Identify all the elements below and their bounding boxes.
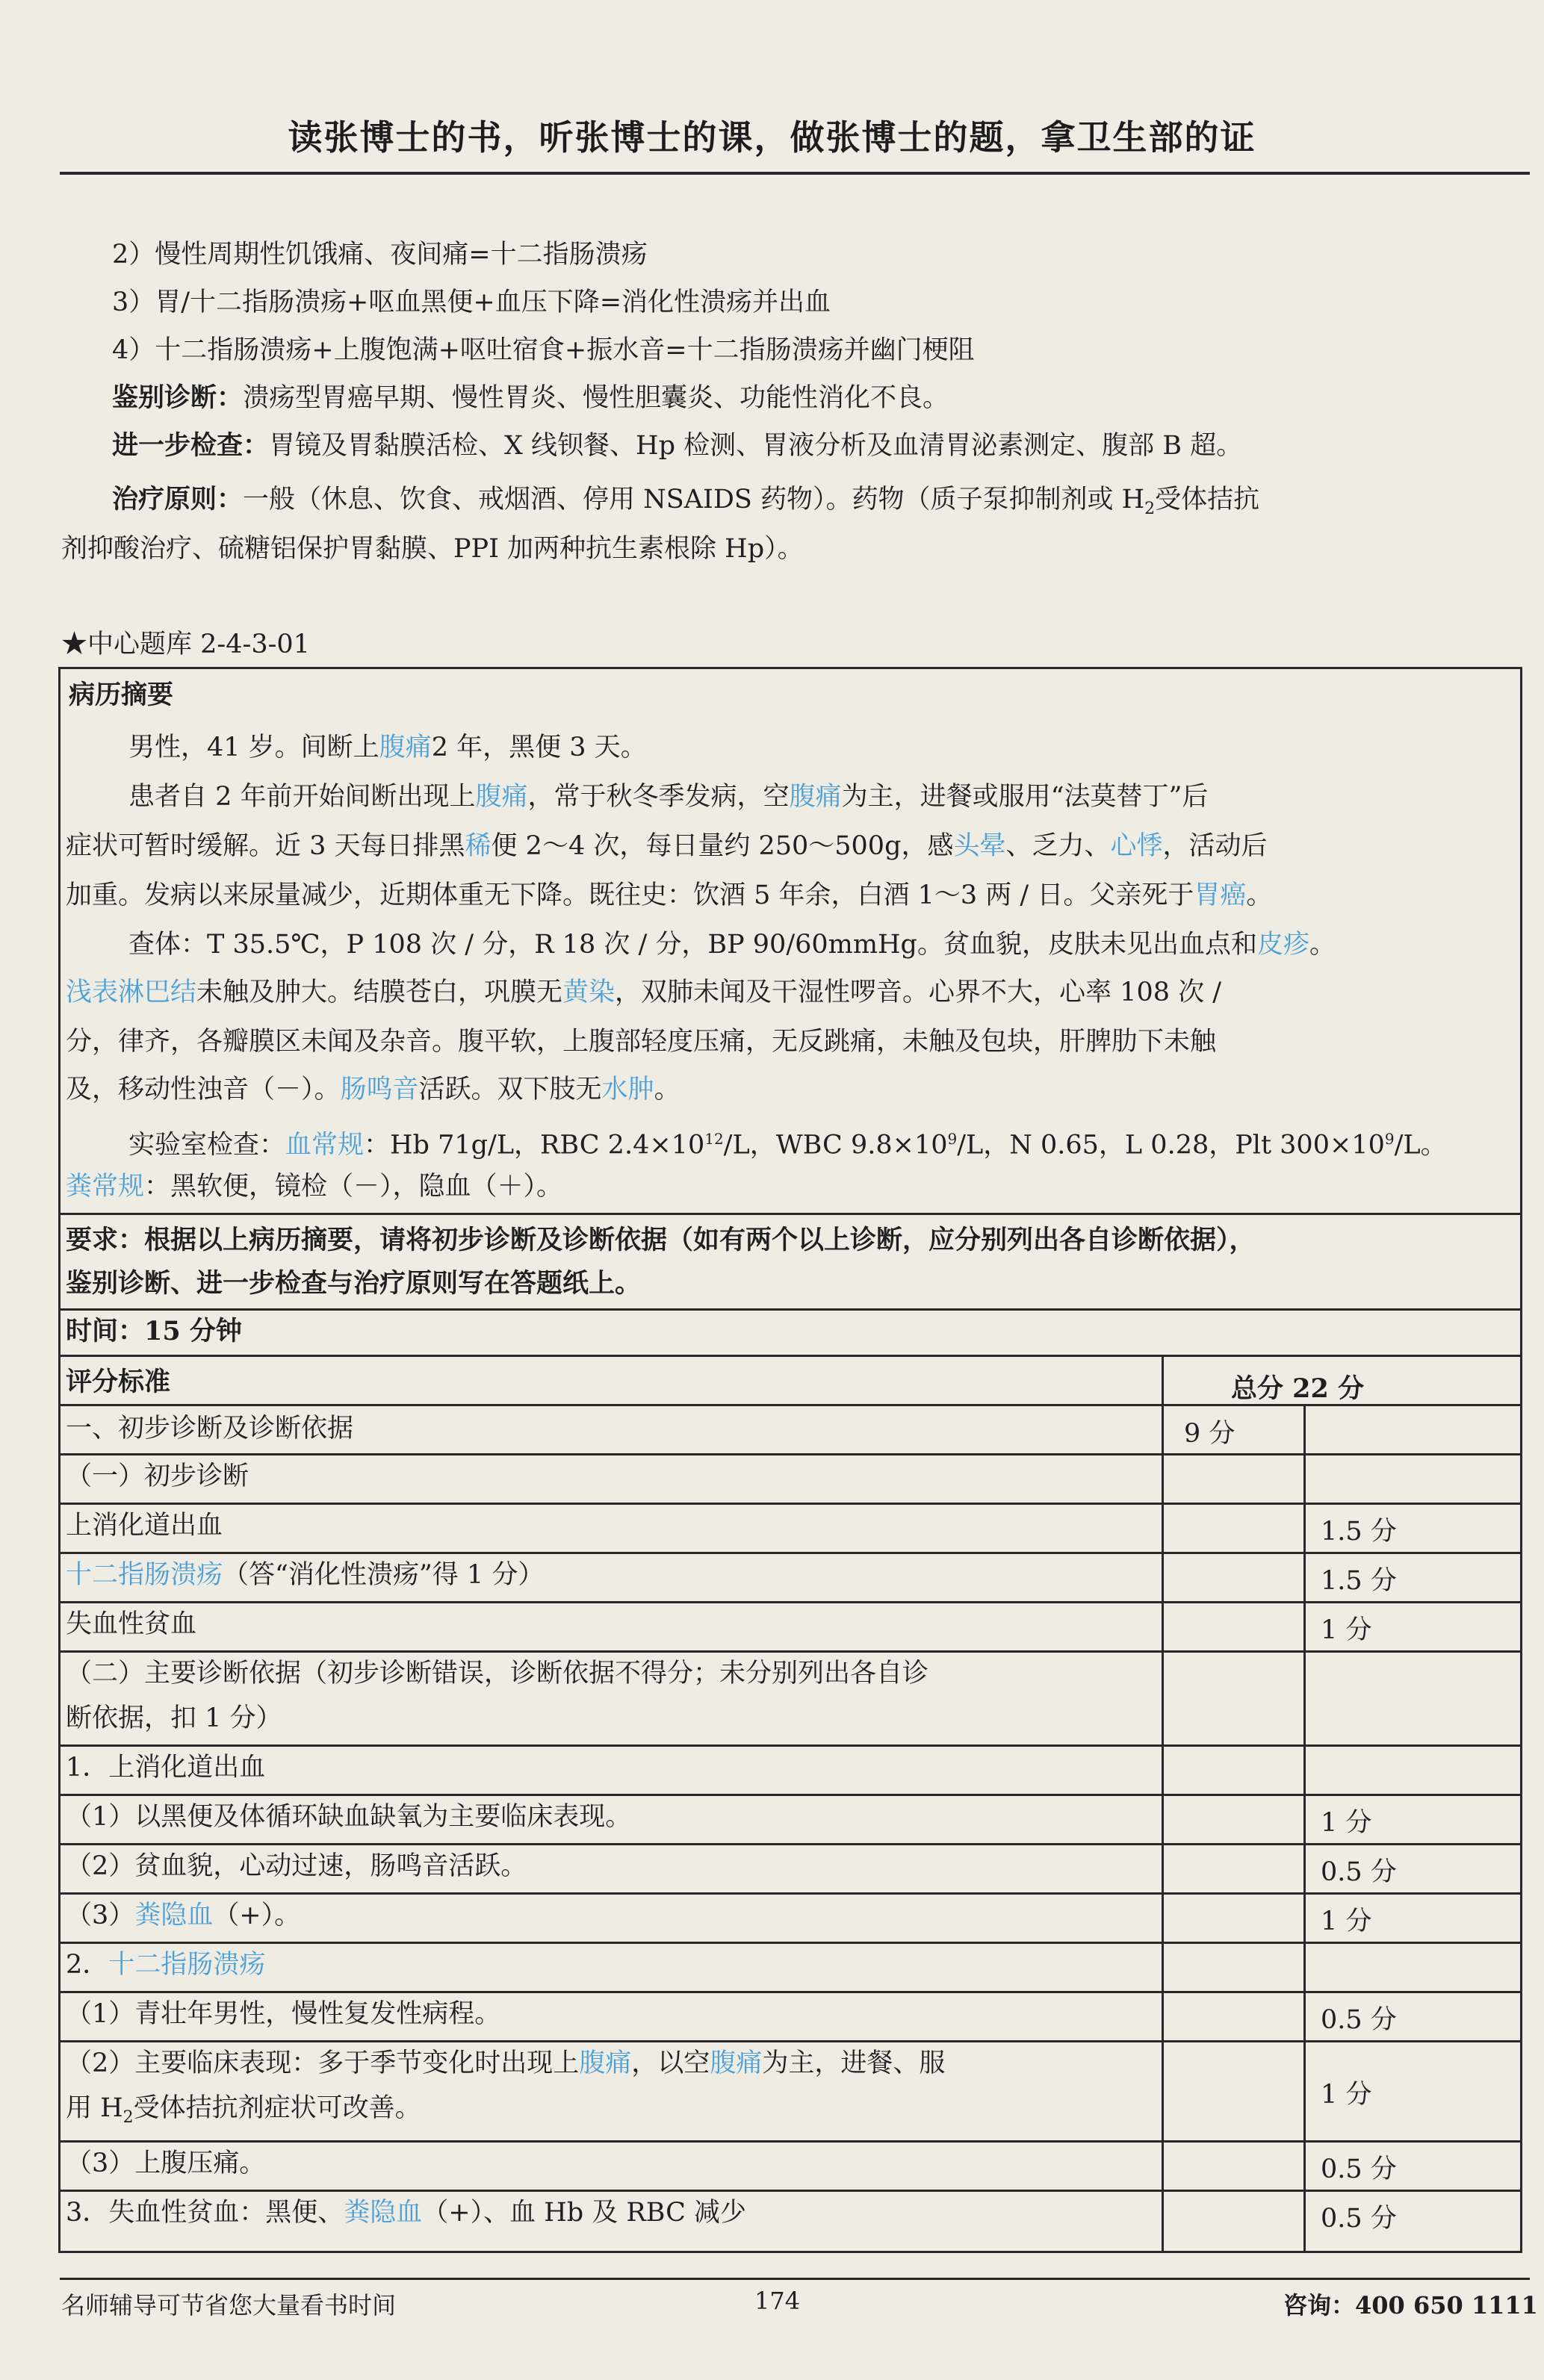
treatment-label: 治疗原则： [112, 484, 244, 515]
t: 。 [1246, 880, 1273, 910]
page-number: 174 [754, 2287, 801, 2315]
score-col2: 0.5 分 [1321, 2154, 1397, 2184]
row-highlight: 粪隐血 [134, 1901, 214, 1930]
row-text: （+）。 [213, 1901, 301, 1930]
hl: 心悸 [1110, 831, 1163, 861]
intro-line-2: 3）胃/十二指肠溃疡+呕血黑便+血压下降=消化性溃疡并出血 [112, 288, 831, 317]
row-highlight: 粪隐血 [344, 2198, 423, 2228]
row-rule [58, 1453, 1522, 1455]
intro-line-3: 4）十二指肠溃疡+上腹饱满+呕吐宿食+振水音=十二指肠溃疡并幽门梗阻 [112, 335, 975, 365]
score-col2: 1.5 分 [1321, 1517, 1397, 1547]
hl: 血常规 [285, 1130, 365, 1161]
sup: 9 [1384, 1130, 1395, 1148]
grading-row-2 [66, 1504, 223, 1547]
case-p2-l3 [66, 874, 1272, 917]
case-p3-l2 [66, 971, 1221, 1014]
score-col2: 1 分 [1321, 1615, 1372, 1645]
row-text: （二）主要诊断依据（初步诊断错误，诊断依据不得分；未分别列出各自诊 [66, 1659, 929, 1688]
row-text: 为主，进餐、服 [762, 2048, 946, 2078]
row-sub: 2 [123, 2108, 134, 2127]
t: 。 [654, 1075, 680, 1104]
row-text: （答“消化性溃疡”得 1 分） [223, 1560, 545, 1590]
case-p3-l4 [66, 1068, 680, 1111]
footer-contact: 咨询：400 650 1111 [1283, 2291, 1538, 2320]
row-text: 用 H [66, 2093, 123, 2123]
grading-row-3 [66, 1553, 544, 1597]
case-p1 [128, 726, 647, 769]
t: 未触及肿大。结膜苍白，巩膜无 [196, 978, 563, 1007]
t: 便 2～4 次，每日量约 250～500g，感 [491, 831, 954, 861]
grading-row-6 [66, 1746, 265, 1789]
grading-row-0 [66, 1407, 353, 1450]
case-heading: 病历摘要 [69, 680, 174, 710]
t: ，活动后 [1162, 831, 1268, 861]
hl: 胃癌 [1194, 880, 1247, 910]
grading-row-13 [66, 2142, 265, 2185]
grading-row-12 [66, 2042, 945, 2085]
col-divider-2 [1303, 1404, 1306, 2253]
row-highlight: 腹痛 [579, 2048, 632, 2078]
requirement-l1: 要求：根据以上病历摘要，请将初步诊断及诊断依据（如有两个以上诊断，应分别列出各自诊断依据）， [66, 1225, 1256, 1255]
grading-row-5 [66, 1652, 928, 1695]
rule [58, 1213, 1522, 1215]
hl: 头晕 [953, 831, 1006, 861]
t: 为主，进餐或服用“法莫替丁”后 [841, 782, 1209, 812]
grading-row-1 [66, 1455, 249, 1498]
row-text: （1）青壮年男性，慢性复发性病程。 [66, 1999, 501, 2029]
rule [58, 1404, 1522, 1406]
case-p2-l1 [128, 775, 1208, 818]
hl: 腹痛 [475, 782, 528, 812]
rule [58, 1308, 1522, 1311]
row-rule [58, 1942, 1522, 1944]
grading-row-14 [66, 2191, 746, 2234]
row-text: （+）、血 Hb 及 RBC 减少 [422, 2198, 747, 2228]
score-col2: 1 分 [1321, 2080, 1372, 2110]
intro-treatment [112, 478, 1259, 531]
further-exam-label: 进一步检查： [112, 430, 270, 461]
hl: 稀 [465, 831, 492, 861]
col-divider-1 [1162, 1355, 1164, 2253]
hl: 皮疹 [1256, 930, 1309, 960]
t: /L。 [1394, 1130, 1447, 1161]
t: 。 [1309, 930, 1336, 960]
t: 患者自 2 年前开始间断出现上 [128, 782, 476, 812]
case-p2-l2 [66, 824, 1268, 868]
hl: 水肿 [601, 1075, 654, 1104]
row-rule [58, 1503, 1522, 1505]
differential-label: 鉴别诊断： [112, 382, 244, 413]
requirement-l2: 鉴别诊断、进一步检查与治疗原则写在答题纸上。 [66, 1268, 642, 1299]
row-text: （2）贫血貌，心动过速，肠鸣音活跃。 [66, 1851, 527, 1881]
t: ：黑软便，镜检（－），隐血（＋）。 [144, 1172, 563, 1202]
grading-row-12-line2 [66, 2087, 421, 2140]
grading-label: 评分标准 [66, 1367, 171, 1397]
row-prefix: （3） [66, 1901, 135, 1930]
grading-row-9 [66, 1894, 300, 1937]
case-p3-l3: 分，律齐，各瓣膜区未闻及杂音。腹平软，上腹部轻度压痛，无反跳痛，未触及包块，肝脾肋下未触 [66, 1027, 1217, 1057]
score-col2: 0.5 分 [1321, 2005, 1397, 2035]
row-text: 上消化道出血 [66, 1511, 223, 1541]
row-text: ，以空 [631, 2048, 710, 2078]
case-p4-l1 [128, 1117, 1447, 1167]
section-title: ★中心题库 2-4-3-01 [61, 630, 310, 659]
page-header: 读张博士的书，听张博士的课，做张博士的题，拿卫生部的证 [288, 117, 1256, 158]
case-p1-b: 2 年，黑便 3 天。 [431, 733, 647, 762]
hl: 粪常规 [66, 1172, 145, 1202]
row-rule [58, 1744, 1522, 1747]
row-text: （2）主要临床表现：多于季节变化时出现上 [66, 2048, 580, 2078]
grading-total: 总分 22 分 [1231, 1373, 1365, 1404]
rule [58, 1355, 1522, 1357]
score-col1: 9 分 [1184, 1419, 1235, 1449]
row-rule [58, 2140, 1522, 2143]
row-prefix: 2． [66, 1950, 109, 1980]
row-text: （一）初步诊断 [66, 1461, 249, 1491]
differential-text: 溃疡型胃癌早期、慢性胃炎、慢性胆囊炎、功能性消化不良。 [243, 383, 949, 413]
case-p1-a: 男性，41 岁。间断上 [128, 733, 379, 762]
hl: 浅表淋巴结 [66, 978, 197, 1007]
t: ，双肺未闻及干湿性啰音。心界不大，心率 108 次 / [615, 978, 1222, 1007]
t: /L，N 0.65，L 0.28，Plt 300×10 [957, 1130, 1385, 1161]
grading-row-11 [66, 1992, 500, 2036]
header-rule [60, 172, 1530, 175]
treatment-text-b: 受体拮抗 [1155, 485, 1260, 515]
hl: 肠鸣音 [340, 1075, 419, 1104]
intro-further-exam [112, 424, 1242, 467]
score-col2: 1 分 [1321, 1808, 1372, 1838]
grading-row-5-line2 [66, 1697, 282, 1740]
t: 症状可暂时缓解。近 3 天每日排黑 [66, 831, 465, 861]
row-highlight: 腹痛 [710, 2048, 763, 2078]
grading-row-7 [66, 1795, 631, 1839]
t: 加重。发病以来尿量减少，近期体重无下降。既往史：饮酒 5 年余，白酒 1～3 两 / 日。父亲死于 [66, 880, 1194, 910]
t: /L，WBC 9.8×10 [723, 1130, 948, 1161]
sup: 12 [704, 1130, 724, 1148]
t: 实验室检查： [128, 1130, 286, 1161]
row-text: 失血性贫血 [66, 1609, 197, 1639]
row-highlight: 十二指肠溃疡 [66, 1560, 223, 1590]
row-text: 1．上消化道出血 [66, 1753, 266, 1783]
row-text: 断依据，扣 1 分） [66, 1703, 282, 1733]
score-col2: 0.5 分 [1321, 2204, 1397, 2234]
sup: 9 [947, 1130, 958, 1148]
t: 查体：T 35.5℃，P 108 次 / 分，R 18 次 / 分，BP 90/60mmHg。贫血貌，皮肤未见出血点和 [128, 930, 1257, 960]
further-exam-text: 胃镜及胃黏膜活检、X 线钡餐、Hp 检测、胃液分析及血清胃泌素测定、腹部 B 超。 [269, 431, 1243, 461]
grading-row-4 [66, 1603, 196, 1646]
t: 及，移动性浊音（－）。 [66, 1075, 341, 1104]
row-text: （3）上腹压痛。 [66, 2148, 266, 2178]
row-highlight: 十二指肠溃疡 [108, 1950, 266, 1980]
footer-left: 名师辅导可节省您大量看书时间 [61, 2291, 397, 2320]
row-text: 受体拮抗剂症状可改善。 [133, 2093, 421, 2123]
treatment-sub: 2 [1144, 500, 1156, 518]
row-rule [58, 1601, 1522, 1603]
t: ，常于秋冬季发病，空 [527, 782, 790, 812]
grading-row-8 [66, 1845, 527, 1888]
score-col2: 1 分 [1321, 1907, 1372, 1936]
intro-differential [112, 376, 949, 420]
row-text: 3．失血性贫血：黑便、 [66, 2198, 344, 2228]
t: ：Hb 71g/L，RBC 2.4×10 [364, 1130, 705, 1161]
t: 活跃。双下肢无 [418, 1075, 602, 1104]
hl: 黄染 [562, 978, 616, 1007]
row-text: 一、初步诊断及诊断依据 [66, 1414, 354, 1444]
score-col2: 0.5 分 [1321, 1857, 1397, 1887]
grading-row-10 [66, 1943, 265, 1986]
intro-line-1: 2）慢性周期性饥饿痛、夜间痛=十二指肠溃疡 [112, 240, 648, 270]
intro-treatment-cont: 剂抑酸治疗、硫糖铝保护胃黏膜、PPI 加两种抗生素根除 Hp）。 [61, 534, 804, 564]
t: 、乏力、 [1005, 831, 1111, 861]
score-col2: 1.5 分 [1321, 1566, 1397, 1596]
hl: 腹痛 [789, 782, 842, 812]
footer-rule [60, 2278, 1530, 2280]
row-text: （1）以黑便及体循环缺血缺氧为主要临床表现。 [66, 1802, 632, 1832]
case-p4-l2 [66, 1165, 562, 1208]
case-p3-l1 [128, 923, 1336, 966]
case-p1-hl: 腹痛 [379, 733, 432, 762]
time-label: 时间：15 分钟 [66, 1316, 242, 1346]
treatment-text-a: 一般（休息、饮食、戒烟酒、停用 NSAIDS 药物）。药物（质子泵抑制剂或 H [243, 485, 1145, 515]
